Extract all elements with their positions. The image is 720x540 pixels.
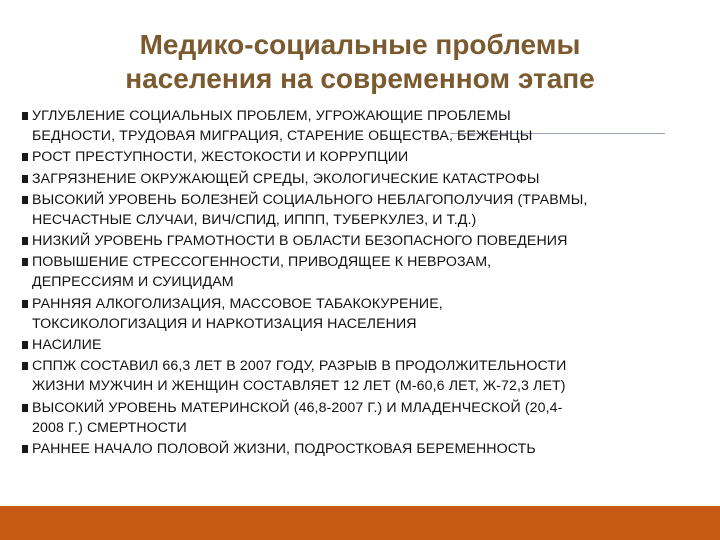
square-bullet-icon [22,237,28,245]
bullet-text-cont: БЕДНОСТИ, ТРУДОВАЯ МИГРАЦИЯ, СТАРЕНИЕ ОБЩЕСТВА, БЕЖЕНЦЫ [32,128,533,144]
bullet-text: ВЫСОКИЙ УРОВЕНЬ БОЛЕЗНЕЙ СОЦИАЛЬНОГО НЕБЛАГОПОЛУЧИЯ (ТРАВМЫ, [32,191,588,208]
bullet-text-cont: ЖИЗНИ МУЖЧИН И ЖЕНЩИН СОСТАВЛЯЕТ 12 ЛЕТ (М-60,6 ЛЕТ, Ж-72,3 ЛЕТ) [32,378,566,395]
bullet-text-cont: 2008 Г.) СМЕРТНОСТИ [32,419,187,436]
bullet-item [22,147,712,167]
bullet-text: ЗАГРЯЗНЕНИЕ ОКРУЖАЮЩЕЙ СРЕДЫ, ЭКОЛОГИЧЕСКИЕ КАТАСТРОФЫ [32,170,540,187]
square-bullet-icon [22,404,28,412]
square-bullet-icon [22,112,28,120]
bullet-item [22,398,712,438]
bullet-text: РАННЕЕ НАЧАЛО ПОЛОВОЙ ЖИЗНИ, ПОДРОСТКОВАЯ БЕРЕМЕННОСТЬ [32,440,536,457]
bullet-text: РОСТ ПРЕСТУПНОСТИ, ЖЕСТОКОСТИ И КОРРУПЦИИ [32,149,409,166]
bullet-text-cont: НЕСЧАСТНЫЕ СЛУЧАИ, ВИЧ/СПИД, ИППП, ТУБЕРКУЛЕЗ, И Т.Д.) [32,211,477,228]
bullet-item [22,231,712,251]
bullet-item [22,190,712,230]
square-bullet-icon [22,196,28,204]
bullet-item [22,335,712,355]
bullet-item [22,106,712,146]
bullet-text: РАННЯЯ АЛКОГОЛИЗАЦИЯ, МАССОВОЕ ТАБАКОКУРЕНИЕ, [32,295,443,312]
square-bullet-icon [22,175,28,183]
square-bullet-icon [22,153,28,161]
bullet-item [22,356,712,396]
square-bullet-icon [22,341,28,349]
slide-title [40,28,680,96]
bullet-text: НИЗКИЙ УРОВЕНЬ ГРАМОТНОСТИ В ОБЛАСТИ БЕЗОПАСНОГО ПОВЕДЕНИЯ [32,233,568,250]
square-bullet-icon [22,258,28,266]
bullet-text: СППЖ СОСТАВИЛ 66,3 ЛЕТ В 2007 ГОДУ, РАЗРЫВ В ПРОДОЛЖИТЕЛЬНОСТИ [32,358,567,375]
bullet-item [22,439,712,459]
bullet-item [22,252,712,292]
bullet-text: ВЫСОКИЙ УРОВЕНЬ МАТЕРИНСКОЙ (46,8-2007 Г.) И МЛАДЕНЧЕСКОЙ (20,4- [32,399,563,416]
square-bullet-icon [22,362,28,370]
bullet-text: НАСИЛИЕ [32,337,102,354]
bullet-item [22,294,712,334]
square-bullet-icon [22,300,28,308]
title-line-2: населения на современном этапе [125,63,595,94]
footer-bar [0,506,720,540]
bullet-text: УГЛУБЛЕНИЕ СОЦИАЛЬНЫХ ПРОБЛЕМ, УГРОЖАЮЩИЕ ПРОБЛЕМЫ [32,108,511,124]
title-line-1: Медико-социальные проблемы [139,29,581,60]
bullet-text-cont: ТОКСИКОЛОГИЗАЦИЯ И НАРКОТИЗАЦИЯ НАСЕЛЕНИЯ [32,315,417,332]
bullet-text: ПОВЫШЕНИЕ СТРЕССОГЕННОСТИ, ПРИВОДЯЩЕЕ К НЕВРОЗАМ, [32,254,492,271]
square-bullet-icon [22,445,28,453]
bullet-list [22,106,712,460]
bullet-text-cont: ДЕПРЕССИЯМ И СУИЦИДАМ [32,274,234,291]
bullet-item [22,169,712,189]
